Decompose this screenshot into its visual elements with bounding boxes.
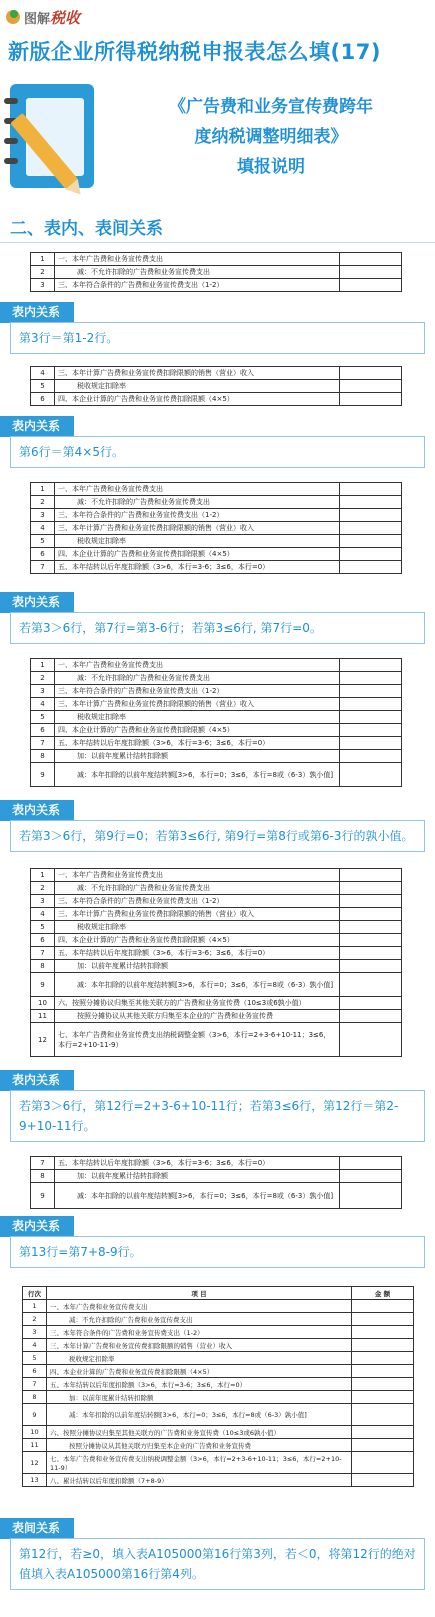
table-cell: [352, 1378, 414, 1391]
table-cell: 三、本年计算广告费和业务宣传费扣除限额的销售（营业）收入: [55, 367, 340, 380]
relation-tag: 表内关系: [0, 302, 74, 323]
table-cell: 9: [31, 973, 55, 997]
table-cell: 税收规定扣除率: [55, 535, 340, 548]
form-table-4: [30, 658, 402, 787]
table-cell: 9: [23, 1404, 47, 1426]
relation-tag: 表内关系: [0, 416, 74, 437]
table-cell: [340, 483, 402, 496]
form-table-2: [30, 366, 402, 406]
table-cell: 三、本年符合条件的广告费和业务宣传费支出（1-2）: [55, 509, 340, 522]
table-cell: 减：本年扣除的以前年度结转额[3>6，本行=0；3≤6，本行=8或（6-3）孰小值]: [55, 763, 340, 787]
table-cell: [352, 1474, 414, 1487]
table-row: [31, 685, 402, 698]
table-cell: 10: [23, 1426, 47, 1439]
table-cell: 三、本年符合条件的广告费和业务宣传费支出（1-2）: [55, 279, 340, 292]
table-row: [31, 973, 402, 997]
table-cell: 五、本年结转以后年度扣除额（3>6，本行=3-6；3≤6，本行=0）: [47, 1378, 352, 1391]
table-cell: 七、本年广告费和业务宣传费支出纳税调整金额（3>6，本行=2+3-6+10-11；3≤6，本行=2+10-11-9）: [55, 1023, 340, 1057]
table-row: [23, 1339, 414, 1352]
table-cell: 1: [31, 659, 55, 672]
table-cell: 7: [31, 561, 55, 574]
table-cell: [352, 1352, 414, 1365]
table-row: [23, 1352, 414, 1365]
table-cell: [340, 522, 402, 535]
table-row: [31, 509, 402, 522]
table-cell: 加：以前年度累计结转扣除额: [55, 960, 340, 973]
table-cell: [340, 509, 402, 522]
table-cell: 四、本企业计算的广告费和业务宣传费扣除限额（4×5）: [47, 1365, 352, 1378]
table-cell: 9: [31, 1183, 55, 1209]
table-cell: [340, 496, 402, 509]
rule-box: 第12行，若≥0，填入表A105000第16行第3列，若＜0，将第12行的绝对值填入表A105000第16行第4列。: [10, 1538, 425, 1590]
rule-box: 第6行＝第4×5行。: [10, 436, 425, 468]
table-cell: [352, 1439, 414, 1452]
table-cell: 11: [23, 1439, 47, 1452]
table-row: [23, 1313, 414, 1326]
table-cell: 四、本企业计算的广告费和业务宣传费扣除限额（4×5）: [55, 393, 340, 406]
table-row: [31, 711, 402, 724]
table-cell: 一、本年广告费和业务宣传费支出: [55, 253, 340, 266]
table-row: [31, 908, 402, 921]
table-cell: 四、本企业计算的广告费和业务宣传费扣除限额（4×5）: [55, 548, 340, 561]
table-cell: [340, 1023, 402, 1057]
table-cell: [340, 279, 402, 292]
brand-bar: [0, 0, 435, 34]
table-header-row: [23, 1287, 414, 1300]
table-cell: 税收规定扣除率: [55, 711, 340, 724]
table-row: [31, 367, 402, 380]
table-cell: 加：以前年度累计结转扣除额: [55, 1170, 340, 1183]
table-cell: 4: [31, 367, 55, 380]
table-row: [31, 380, 402, 393]
table-cell: 6: [23, 1365, 47, 1378]
brand-logo-icon: [6, 10, 20, 24]
table-cell: 12: [31, 1023, 55, 1057]
table-row: [31, 253, 402, 266]
table-row: [23, 1300, 414, 1313]
rule-box: 若第3＞6行，第9行=0；若第3≤6行, 第9行=第8行或第6-3行的孰小值。: [10, 820, 425, 852]
table-cell: 7: [31, 737, 55, 750]
table-cell: 一、本年广告费和业务宣传费支出: [55, 659, 340, 672]
table-row: [31, 724, 402, 737]
table-cell: 一、本年广告费和业务宣传费支出: [55, 483, 340, 496]
table-cell: 2: [31, 496, 55, 509]
table-cell: 五、本年结转以后年度扣除额（3>6，本行=3-6；3≤6，本行=0）: [55, 737, 340, 750]
table-cell: 3: [31, 509, 55, 522]
table-cell: [340, 869, 402, 882]
table-cell: [340, 548, 402, 561]
table-row: [31, 750, 402, 763]
table-cell: [340, 1157, 402, 1170]
table-row: [23, 1326, 414, 1339]
table-cell: 加：以前年度累计结转扣除额: [47, 1391, 352, 1404]
table-cell: 5: [31, 711, 55, 724]
table-row: [31, 279, 402, 292]
table-cell: 四、本企业计算的广告费和业务宣传费扣除限额（4×5）: [55, 724, 340, 737]
table-cell: [340, 698, 402, 711]
table-cell: 按照分摊协议从其他关联方归集至本企业的广告费和业务宣传费: [47, 1439, 352, 1452]
table-cell: 4: [23, 1339, 47, 1352]
hero-banner: [0, 78, 435, 193]
table-cell: [340, 960, 402, 973]
table-cell: 6: [31, 934, 55, 947]
table-cell: [340, 380, 402, 393]
table-row: [31, 1157, 402, 1170]
table-cell: [352, 1313, 414, 1326]
table-row: [31, 672, 402, 685]
table-cell: [340, 367, 402, 380]
hero-title-line2: 度纳税调整明细表》: [194, 127, 348, 147]
table-cell: [352, 1339, 414, 1352]
table-cell: [352, 1300, 414, 1313]
table-row: [31, 997, 402, 1010]
table-cell: 5: [23, 1352, 47, 1365]
table-cell: 三、本年符合条件的广告费和业务宣传费支出（1-2）: [55, 685, 340, 698]
table-cell: 税收规定扣除率: [55, 380, 340, 393]
table-cell: 4: [31, 908, 55, 921]
table-cell: [340, 535, 402, 548]
table-cell: 加：以前年度累计结转扣除额: [55, 750, 340, 763]
table-cell: 减：不允许扣除的广告费和业务宣传费支出: [55, 672, 340, 685]
table-cell: 8: [31, 960, 55, 973]
table-cell: 一、本年广告费和业务宣传费支出: [47, 1300, 352, 1313]
table-cell: [340, 685, 402, 698]
table-cell: 六、按照分摊协议归集至其他关联方的广告费和业务宣传费（10≤3或6孰小值）: [55, 997, 340, 1010]
table-cell: [340, 711, 402, 724]
divider: [0, 242, 435, 243]
table-row: [31, 895, 402, 908]
relation-tag: 表内关系: [0, 1216, 74, 1237]
table-cell: 3: [31, 279, 55, 292]
table-cell: [340, 908, 402, 921]
table-row: [23, 1474, 414, 1487]
table-cell: 减：本年扣除的以前年度结转额[3>6，本行=0；3≤6，本行=8或（6-3）孰小值]: [55, 973, 340, 997]
table-cell: 3: [31, 685, 55, 698]
brand-logo-text: 图解税收: [24, 9, 81, 27]
table-row: [31, 496, 402, 509]
relation-tag: 表内关系: [0, 800, 74, 821]
table-cell: 5: [31, 921, 55, 934]
table-cell: 减：不允许扣除的广告费和业务宣传费支出: [47, 1313, 352, 1326]
table-cell: 3: [31, 895, 55, 908]
rule-box: 第3行＝第1-2行。: [10, 322, 425, 354]
table-row: [31, 921, 402, 934]
table-cell: 五、本年结转以后年度扣除额（3>6，本行=3-6；3≤6，本行=0）: [55, 561, 340, 574]
table-cell: 2: [23, 1313, 47, 1326]
table-cell: 三、本年计算广告费和业务宣传费扣除限额的销售（营业）收入: [47, 1339, 352, 1352]
table-cell: [340, 934, 402, 947]
table-cell: 三、本年符合条件的广告费和业务宣传费支出（1-2）: [47, 1326, 352, 1339]
table-cell: 减：本年扣除的以前年度结转额[3>6，本行=0；3≤6，本行=8或（6-3）孰小值]: [55, 1183, 340, 1209]
table-row: [31, 934, 402, 947]
table-row: [23, 1365, 414, 1378]
table-row: [23, 1452, 414, 1474]
table-cell: [352, 1326, 414, 1339]
table-row: [23, 1378, 414, 1391]
table-cell: 三、本年计算广告费和业务宣传费扣除限额的销售（营业）收入: [55, 522, 340, 535]
form-table-1: [30, 252, 402, 292]
table-cell: 5: [31, 380, 55, 393]
hero-title-line3: 填报说明: [237, 157, 305, 177]
table-cell: [352, 1426, 414, 1439]
table-cell: 2: [31, 882, 55, 895]
table-cell: [340, 997, 402, 1010]
table-cell: 减：不允许扣除的广告费和业务宣传费支出: [55, 496, 340, 509]
table-cell: 减：本年扣除的以前年度结转额[3>6，本行=0；3≤6，本行=8或（6-3）孰小值]: [47, 1404, 352, 1426]
table-cell: 5: [31, 535, 55, 548]
form-table-full: [22, 1286, 414, 1487]
table-cell: 13: [23, 1474, 47, 1487]
table-cell: 三、本年计算广告费和业务宣传费扣除限额的销售（营业）收入: [55, 698, 340, 711]
table-row: [31, 763, 402, 787]
table-cell: [340, 659, 402, 672]
table-cell: 12: [23, 1452, 47, 1474]
table-cell: 税收规定扣除率: [47, 1352, 352, 1365]
table-cell: [340, 393, 402, 406]
table-row: [23, 1391, 414, 1404]
table-row: [23, 1439, 414, 1452]
table-cell: 三、本年计算广告费和业务宣传费扣除限额的销售（营业）收入: [55, 908, 340, 921]
table-cell: [340, 895, 402, 908]
table-row: [31, 869, 402, 882]
table-cell: [340, 266, 402, 279]
table-cell: [352, 1404, 414, 1426]
table-cell: 8: [23, 1391, 47, 1404]
rule-box: 第13行=第7+8-9行。: [10, 1236, 425, 1268]
table-cell: [352, 1365, 414, 1378]
table-cell: 6: [31, 724, 55, 737]
table-cell: 1: [23, 1300, 47, 1313]
table-row: [23, 1404, 414, 1426]
page-title: 新版企业所得税纳税申报表怎么填(17): [8, 40, 381, 64]
table-cell: [340, 973, 402, 997]
table-row: [31, 1170, 402, 1183]
form-table-5: [30, 868, 402, 1057]
table-cell: 10: [31, 997, 55, 1010]
table-row: [31, 561, 402, 574]
table-cell: 五、本年结转以后年度扣除额（3>6，本行=3-6；3≤6，本行=0）: [55, 1157, 340, 1170]
table-row: [31, 522, 402, 535]
table-cell: 金 额: [352, 1287, 414, 1300]
relation-tag: 表间关系: [0, 1518, 74, 1539]
table-cell: 4: [31, 522, 55, 535]
table-cell: 四、本企业计算的广告费和业务宣传费扣除限额（4×5）: [55, 934, 340, 947]
table-row: [31, 947, 402, 960]
table-row: [31, 698, 402, 711]
table-row: [31, 960, 402, 973]
table-cell: 按照分摊协议从其他关联方归集至本企业的广告费和业务宣传费: [55, 1010, 340, 1023]
table-cell: 1: [31, 253, 55, 266]
table-cell: 1: [31, 483, 55, 496]
table-cell: 六、按照分摊协议归集至其他关联方的广告费和业务宣传费（10≤3或6孰小值）: [47, 1426, 352, 1439]
section-title: 二、表内、表间关系: [10, 219, 163, 239]
table-cell: 6: [31, 548, 55, 561]
table-cell: [340, 253, 402, 266]
table-row: [23, 1426, 414, 1439]
table-cell: 2: [31, 266, 55, 279]
table-cell: 项 目: [47, 1287, 352, 1300]
table-cell: 11: [31, 1010, 55, 1023]
table-cell: [340, 1170, 402, 1183]
table-row: [31, 1023, 402, 1057]
table-cell: [340, 947, 402, 960]
table-cell: [340, 737, 402, 750]
table-cell: [340, 763, 402, 787]
form-table-6: [30, 1156, 402, 1209]
table-row: [31, 737, 402, 750]
table-cell: [340, 561, 402, 574]
table-cell: 1: [31, 869, 55, 882]
table-cell: [340, 724, 402, 737]
table-row: [31, 266, 402, 279]
table-cell: 减：不允许扣除的广告费和业务宣传费支出: [55, 266, 340, 279]
table-cell: 6: [31, 393, 55, 406]
table-cell: 8: [31, 750, 55, 763]
table-cell: 7: [31, 947, 55, 960]
table-cell: 8: [31, 1170, 55, 1183]
table-cell: [340, 1183, 402, 1209]
table-row: [31, 1183, 402, 1209]
table-cell: 7: [31, 1157, 55, 1170]
table-cell: 减：不允许扣除的广告费和业务宣传费支出: [55, 882, 340, 895]
table-cell: 八、累计结转以后年度扣除额（7+8-9）: [47, 1474, 352, 1487]
table-cell: 2: [31, 672, 55, 685]
table-row: [31, 882, 402, 895]
table-row: [31, 659, 402, 672]
table-cell: 4: [31, 698, 55, 711]
table-cell: [340, 882, 402, 895]
form-table-3: [30, 482, 402, 574]
table-cell: 9: [31, 763, 55, 787]
table-cell: 税收规定扣除率: [55, 921, 340, 934]
hero-title-line1: 《广告费和业务宣传费跨年: [169, 97, 373, 117]
table-cell: 7: [23, 1378, 47, 1391]
table-row: [31, 535, 402, 548]
table-cell: [340, 672, 402, 685]
table-cell: 3: [23, 1326, 47, 1339]
relation-tag: 表内关系: [0, 1070, 74, 1091]
table-cell: 三、本年符合条件的广告费和业务宣传费支出（1-2）: [55, 895, 340, 908]
table-row: [31, 483, 402, 496]
table-cell: [340, 750, 402, 763]
table-cell: 一、本年广告费和业务宣传费支出: [55, 869, 340, 882]
table-row: [31, 393, 402, 406]
relation-tag: 表内关系: [0, 592, 74, 613]
table-cell: 行次: [23, 1287, 47, 1300]
table-cell: [340, 1010, 402, 1023]
table-row: [31, 1010, 402, 1023]
rule-box: 若第3＞6行，第12行=2+3-6+10-11行；若第3≤6行，第12行＝第2-9+10-11行。: [10, 1090, 425, 1142]
rule-box: 若第3＞6行，第7行=第3-6行；若第3≤6行, 第7行=0。: [10, 612, 425, 644]
table-cell: 七、本年广告费和业务宣传费支出纳税调整金额（3>6，本行=2+3-6+10-11；3≤6，本行=2+10-11-9）: [47, 1452, 352, 1474]
table-cell: [340, 921, 402, 934]
table-cell: [352, 1452, 414, 1474]
table-cell: [352, 1391, 414, 1404]
table-row: [31, 548, 402, 561]
table-cell: 五、本年结转以后年度扣除额（3>6，本行=3-6；3≤6，本行=0）: [55, 947, 340, 960]
